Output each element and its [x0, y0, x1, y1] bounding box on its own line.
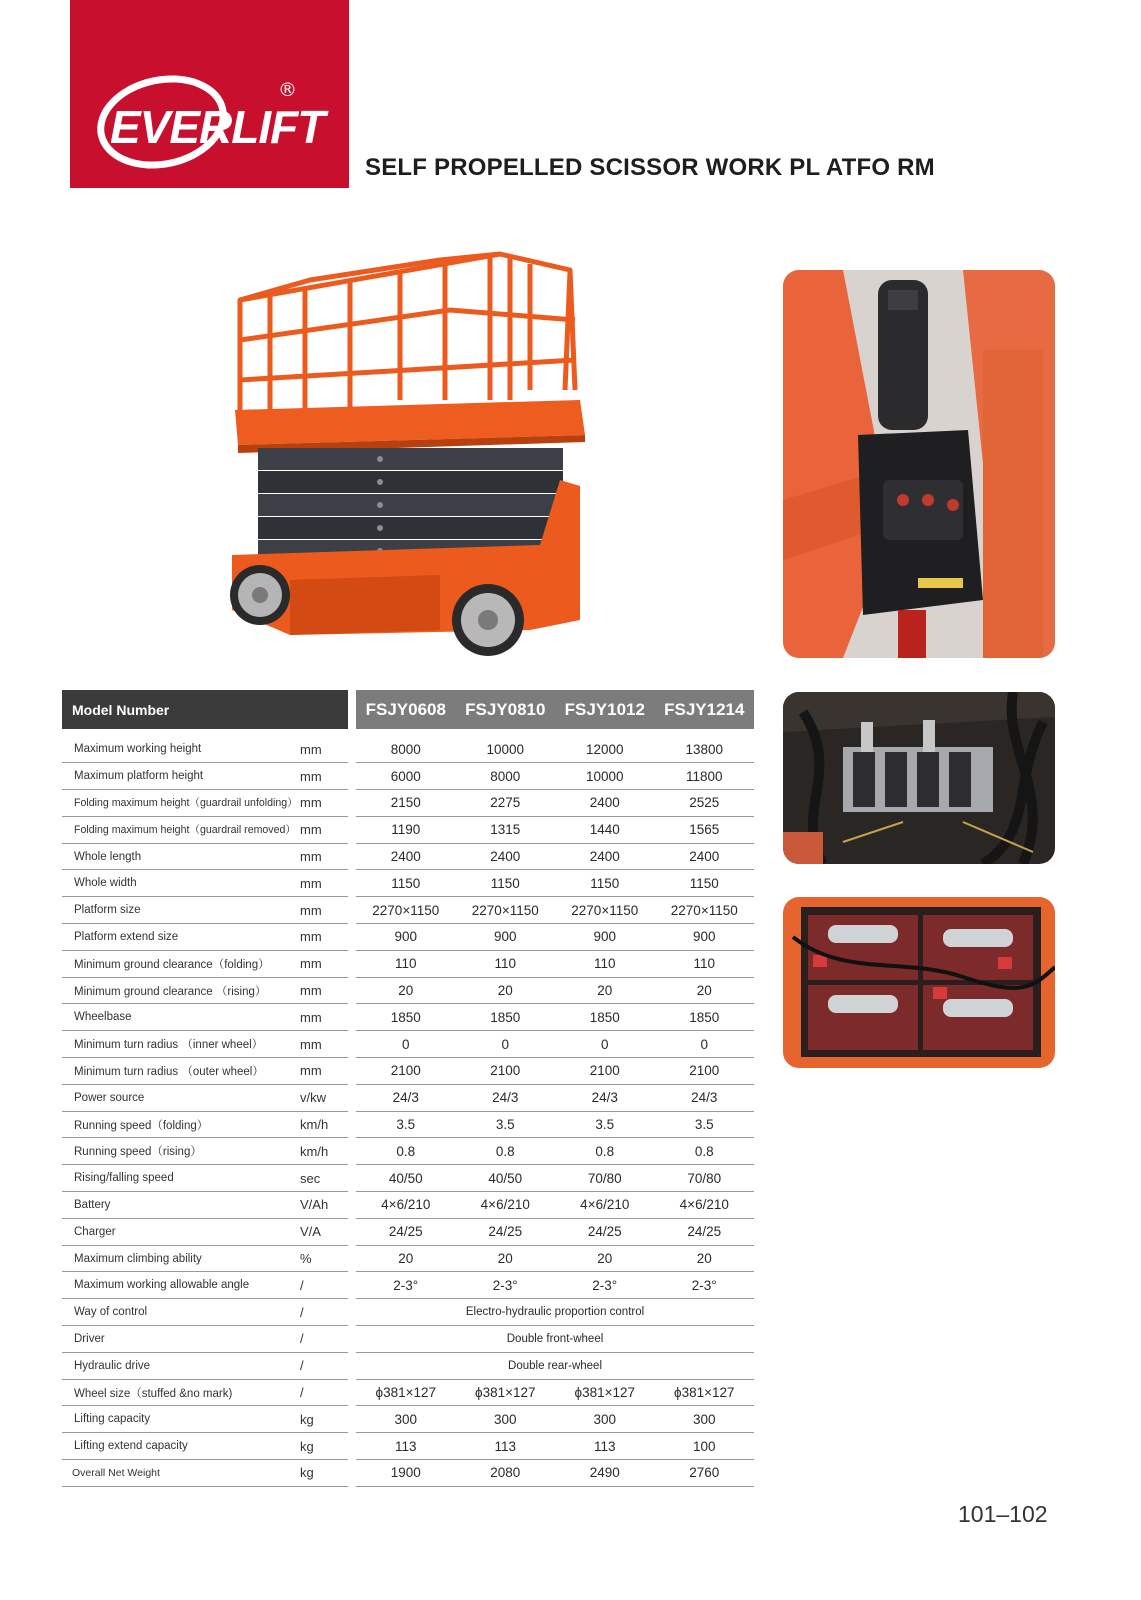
spec-value: 2270×1150	[655, 897, 755, 924]
spec-row	[62, 1326, 754, 1353]
spec-value: 24/3	[456, 1084, 556, 1111]
spec-value: 1150	[456, 870, 556, 897]
spec-value: 1150	[555, 870, 655, 897]
spec-value: 300	[356, 1406, 456, 1433]
spec-value: 20	[356, 977, 456, 1004]
page-title: SELF PROPELLED SCISSOR WORK PL ATFO RM	[365, 154, 935, 181]
spec-unit: mm	[298, 790, 348, 817]
spec-value: 3.5	[356, 1111, 456, 1138]
spec-param-label: Hydraulic drive	[62, 1352, 298, 1379]
spec-value: 10000	[456, 736, 556, 763]
spec-value: 70/80	[555, 1165, 655, 1192]
spec-row	[62, 1299, 754, 1326]
spec-value: 2-3°	[555, 1272, 655, 1299]
spec-param-label: Battery	[62, 1192, 298, 1219]
spec-value: 1150	[356, 870, 456, 897]
header-model-number: Model Number	[62, 690, 348, 729]
spec-value: 4×6/210	[655, 1192, 755, 1219]
spec-value: 110	[555, 950, 655, 977]
spec-unit: mm	[298, 870, 348, 897]
spec-value: 2490	[555, 1460, 655, 1487]
spec-value: 6000	[356, 763, 456, 790]
spec-param-label: Maximum working allowable angle	[62, 1272, 298, 1299]
spec-unit: mm	[298, 736, 348, 763]
spec-param-label: Running speed（folding）	[62, 1111, 298, 1138]
spec-value: 0.8	[356, 1138, 456, 1165]
spec-row	[62, 1379, 754, 1406]
spec-value: 8000	[356, 736, 456, 763]
spec-value: ϕ381×127	[356, 1379, 456, 1406]
spec-param-label: Wheel size（stuffed &no mark)	[62, 1379, 298, 1406]
spec-unit: mm	[298, 763, 348, 790]
spec-value: 40/50	[356, 1165, 456, 1192]
spec-param-label: Minimum ground clearance （rising）	[62, 977, 298, 1004]
spec-value: 110	[655, 950, 755, 977]
spec-value: 0	[356, 1031, 456, 1058]
spec-unit: /	[298, 1272, 348, 1299]
spec-row	[62, 1192, 754, 1219]
spec-param-label: Charger	[62, 1218, 298, 1245]
spec-value: ϕ381×127	[555, 1379, 655, 1406]
spec-unit: /	[298, 1299, 348, 1326]
spec-value: 1850	[555, 1004, 655, 1031]
spec-unit: kg	[298, 1433, 348, 1460]
spec-param-label: Power source	[62, 1084, 298, 1111]
spec-unit: mm	[298, 897, 348, 924]
spec-param-label: Maximum climbing ability	[62, 1245, 298, 1272]
scissor-lift-photo	[230, 250, 606, 680]
spec-row	[62, 1352, 754, 1379]
spec-param-label: Minimum ground clearance（folding）	[62, 950, 298, 977]
spec-value: 900	[456, 924, 556, 951]
spec-unit: /	[298, 1326, 348, 1353]
spec-value: 2100	[655, 1058, 755, 1085]
spec-value: 24/3	[655, 1084, 755, 1111]
spec-value: 0.8	[456, 1138, 556, 1165]
spec-value: 110	[356, 950, 456, 977]
spec-unit: v/kw	[298, 1084, 348, 1111]
spec-unit: km/h	[298, 1138, 348, 1165]
model-header: FSJY0608	[356, 690, 456, 729]
spec-value: 0	[456, 1031, 556, 1058]
spec-unit: V/A	[298, 1218, 348, 1245]
spec-row	[62, 897, 754, 924]
spec-value: ϕ381×127	[456, 1379, 556, 1406]
spec-param-label: Way of control	[62, 1299, 298, 1326]
model-header: FSJY0810	[456, 690, 556, 729]
spec-value: 0	[555, 1031, 655, 1058]
spec-value: 2270×1150	[555, 897, 655, 924]
everlift-logo-mark	[70, 0, 349, 188]
spec-param-label: Wheelbase	[62, 1004, 298, 1031]
spec-row	[62, 1245, 754, 1272]
spec-unit: /	[298, 1379, 348, 1406]
spec-param-label: Platform extend size	[62, 924, 298, 951]
spec-value: 0	[655, 1031, 755, 1058]
spec-value: 20	[356, 1245, 456, 1272]
spec-value: 2100	[356, 1058, 456, 1085]
spec-row	[62, 977, 754, 1004]
spec-value: 2100	[456, 1058, 556, 1085]
spec-unit: mm	[298, 977, 348, 1004]
logo-wordmark: EVERLIFT	[110, 101, 325, 153]
spec-row	[62, 1406, 754, 1433]
spec-row	[62, 1165, 754, 1192]
spec-value: 110	[456, 950, 556, 977]
spec-row	[62, 736, 754, 763]
registered-mark: ®	[278, 79, 297, 101]
spec-value: 2-3°	[655, 1272, 755, 1299]
spec-value: 40/50	[456, 1165, 556, 1192]
spec-value: 20	[456, 977, 556, 1004]
spec-unit: kg	[298, 1460, 348, 1487]
spec-unit: mm	[298, 1058, 348, 1085]
spec-unit: mm	[298, 816, 348, 843]
spec-value: 12000	[555, 736, 655, 763]
spec-param-label: Platform size	[62, 897, 298, 924]
spec-param-label: Overall Net Weight	[62, 1460, 298, 1487]
joystick-controller-photo	[783, 270, 1055, 658]
spec-row	[62, 1111, 754, 1138]
spec-value: 4×6/210	[456, 1192, 556, 1219]
spec-value: 0.8	[655, 1138, 755, 1165]
spec-row	[62, 1058, 754, 1085]
spec-value: 2760	[655, 1460, 755, 1487]
spec-row	[62, 1004, 754, 1031]
spec-row	[62, 1460, 754, 1487]
spec-param-label: Folding maximum height（guardrail removed）	[62, 816, 298, 843]
spec-param-label: Rising/falling speed	[62, 1165, 298, 1192]
model-header: FSJY1012	[555, 690, 655, 729]
spec-param-label: Whole length	[62, 843, 298, 870]
spec-param-label: Folding maximum height（guardrail unfolding）	[62, 790, 298, 817]
spec-value: 24/3	[356, 1084, 456, 1111]
spec-value: ϕ381×127	[655, 1379, 755, 1406]
spec-unit: mm	[298, 1004, 348, 1031]
spec-param-label: Maximum working height	[62, 736, 298, 763]
spec-value: 1850	[456, 1004, 556, 1031]
spec-value: 113	[356, 1433, 456, 1460]
spec-value: 2400	[555, 843, 655, 870]
spec-param-label: Minimum turn radius （inner wheel）	[62, 1031, 298, 1058]
spec-unit: mm	[298, 924, 348, 951]
spec-value: 1440	[555, 816, 655, 843]
spec-value: 11800	[655, 763, 755, 790]
everlift-logo	[70, 0, 349, 188]
spec-value: 900	[655, 924, 755, 951]
spec-value: 1565	[655, 816, 755, 843]
spec-value: 20	[555, 977, 655, 1004]
spec-value: 113	[555, 1433, 655, 1460]
table-header-row	[62, 690, 754, 729]
spec-value: 24/25	[356, 1218, 456, 1245]
spec-value: 20	[655, 1245, 755, 1272]
spec-value: 300	[555, 1406, 655, 1433]
spec-row	[62, 1272, 754, 1299]
spec-value: 24/25	[655, 1218, 755, 1245]
spec-value: 20	[655, 977, 755, 1004]
hydraulic-valves-photo	[783, 692, 1055, 864]
spec-row	[62, 1084, 754, 1111]
spec-value: 2275	[456, 790, 556, 817]
spec-param-label: Driver	[62, 1326, 298, 1353]
page-number: 101–102	[958, 1501, 1048, 1527]
spec-value: 13800	[655, 736, 755, 763]
spec-unit: mm	[298, 1031, 348, 1058]
spec-row	[62, 1218, 754, 1245]
spec-row	[62, 843, 754, 870]
spec-value: 2400	[555, 790, 655, 817]
spec-unit: %	[298, 1245, 348, 1272]
spec-row	[62, 1031, 754, 1058]
spec-row	[62, 790, 754, 817]
spec-value-all-models: Double rear-wheel	[356, 1352, 754, 1379]
spec-value: 24/25	[456, 1218, 556, 1245]
spec-value: 2-3°	[356, 1272, 456, 1299]
spec-value: 2270×1150	[356, 897, 456, 924]
spec-value: 2270×1150	[456, 897, 556, 924]
spec-value: 300	[456, 1406, 556, 1433]
spec-value: 24/25	[555, 1218, 655, 1245]
spec-row	[62, 763, 754, 790]
spec-value: 20	[456, 1245, 556, 1272]
spec-value-all-models: Electro-hydraulic proportion control	[356, 1299, 754, 1326]
spec-param-label: Running speed（rising）	[62, 1138, 298, 1165]
spec-value: 4×6/210	[555, 1192, 655, 1219]
spec-value: 300	[655, 1406, 755, 1433]
spec-value: 1190	[356, 816, 456, 843]
spec-unit: /	[298, 1352, 348, 1379]
spec-value: 3.5	[456, 1111, 556, 1138]
spec-param-label: Whole width	[62, 870, 298, 897]
spec-param-label: Lifting capacity	[62, 1406, 298, 1433]
spec-value: 1900	[356, 1460, 456, 1487]
spec-value: 24/3	[555, 1084, 655, 1111]
spec-unit: kg	[298, 1406, 348, 1433]
spec-param-label: Minimum turn radius （outer wheel）	[62, 1058, 298, 1085]
spec-value: 2400	[356, 843, 456, 870]
spec-unit: sec	[298, 1165, 348, 1192]
spec-value: 2150	[356, 790, 456, 817]
spec-value: 1150	[655, 870, 755, 897]
spec-value: 70/80	[655, 1165, 755, 1192]
spec-row	[62, 950, 754, 977]
spec-value: 113	[456, 1433, 556, 1460]
spec-unit: mm	[298, 950, 348, 977]
spec-value: 10000	[555, 763, 655, 790]
spec-row	[62, 1433, 754, 1460]
spec-value: 8000	[456, 763, 556, 790]
spec-row	[62, 870, 754, 897]
spec-value: 900	[555, 924, 655, 951]
spec-value: 900	[356, 924, 456, 951]
spec-value: 0.8	[555, 1138, 655, 1165]
spec-value: 2525	[655, 790, 755, 817]
spec-value: 100	[655, 1433, 755, 1460]
spec-value: 3.5	[655, 1111, 755, 1138]
spec-value: 1850	[356, 1004, 456, 1031]
spec-row	[62, 816, 754, 843]
spec-value: 2-3°	[456, 1272, 556, 1299]
battery-pack-photo	[783, 897, 1055, 1068]
spec-value: 2400	[655, 843, 755, 870]
spec-value: 20	[555, 1245, 655, 1272]
spec-value: 2100	[555, 1058, 655, 1085]
spec-unit: mm	[298, 843, 348, 870]
spec-value: 2080	[456, 1460, 556, 1487]
spec-value-all-models: Double front-wheel	[356, 1326, 754, 1353]
spec-value: 1850	[655, 1004, 755, 1031]
spec-value: 3.5	[555, 1111, 655, 1138]
spec-value: 2400	[456, 843, 556, 870]
spec-value: 4×6/210	[356, 1192, 456, 1219]
spec-param-label: Maximum platform height	[62, 763, 298, 790]
spec-unit: km/h	[298, 1111, 348, 1138]
spec-param-label: Lifting extend capacity	[62, 1433, 298, 1460]
spec-value: 1315	[456, 816, 556, 843]
spec-row	[62, 1138, 754, 1165]
spec-row	[62, 924, 754, 951]
spec-unit: V/Ah	[298, 1192, 348, 1219]
model-header: FSJY1214	[655, 690, 755, 729]
spec-table	[62, 690, 754, 1487]
